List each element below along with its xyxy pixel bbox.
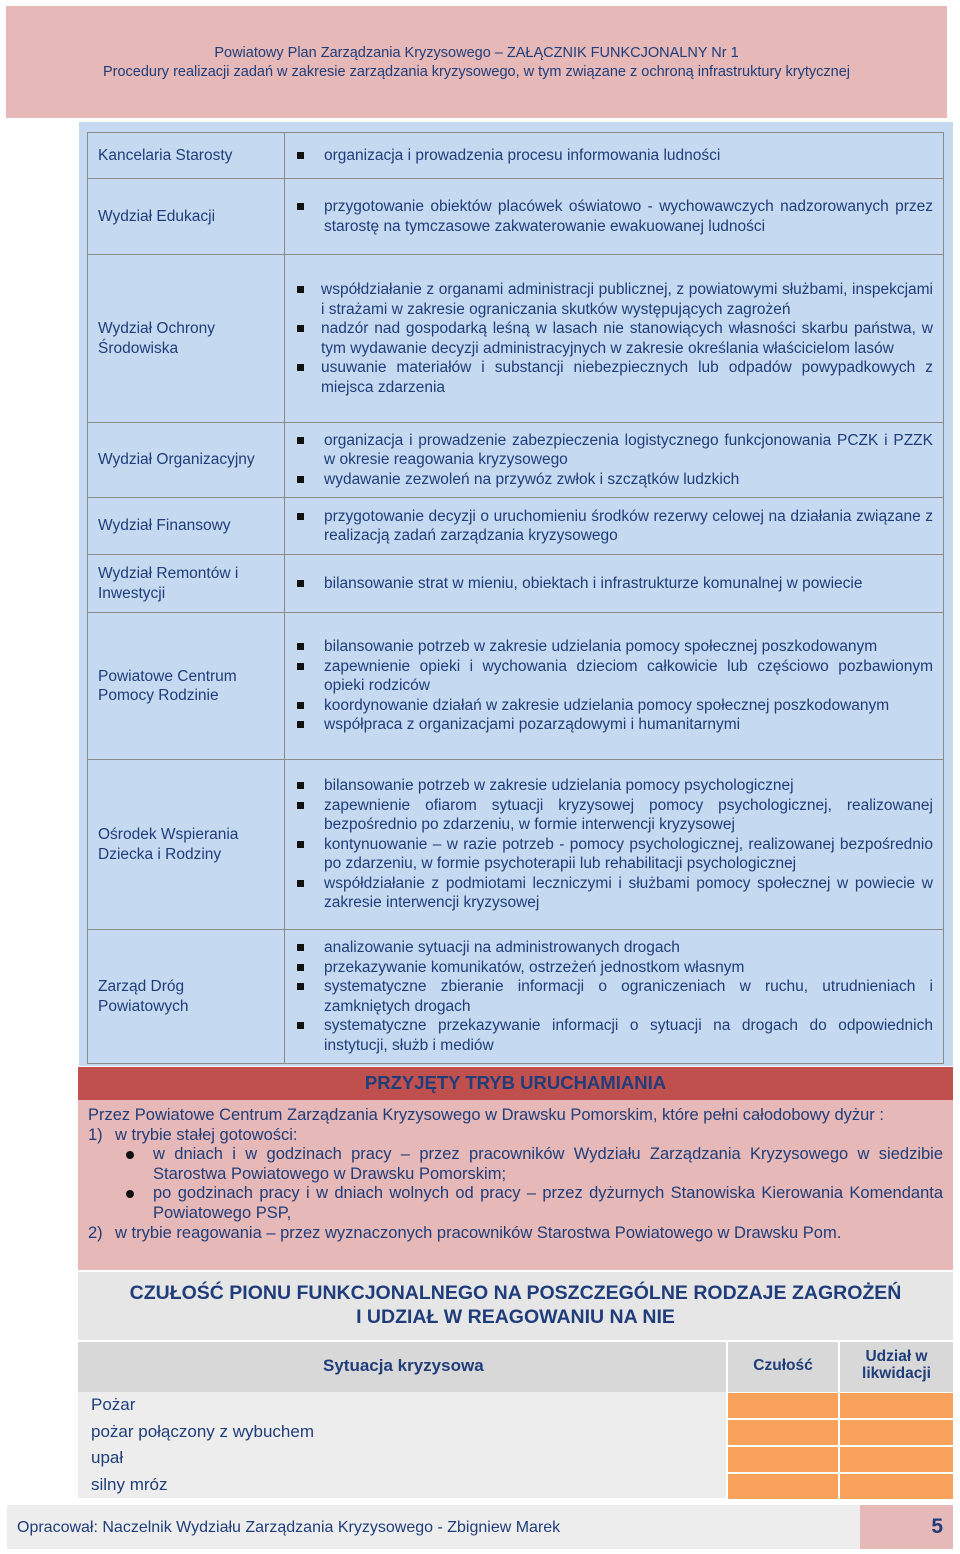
units-table xyxy=(87,132,944,1064)
column-header-situation-label: Sytuacja kryzysowa xyxy=(323,1356,484,1375)
sensitivity-title-line1: CZUŁOŚĆ PIONU FUNKCJONALNEGO NA POSZCZEGÓLNE RODZAJE ZAGROŻEŃ xyxy=(129,1282,902,1304)
column-header-participation-line2: likwidacji xyxy=(862,1365,931,1382)
participation-cell xyxy=(840,1393,953,1418)
table-row xyxy=(88,133,944,179)
unit-tasks xyxy=(285,133,944,179)
table-row xyxy=(88,613,944,760)
task-item: przygotowanie decyzji o uruchomieniu środków rezerwy celowej na działania związane z realizacją zadań zarządzania kryzysowego xyxy=(295,507,933,546)
task-item: organizacja i prowadzenia procesu informowania ludności xyxy=(295,146,933,166)
participation-cell xyxy=(840,1474,953,1499)
table-row xyxy=(88,179,944,255)
page-number: 5 xyxy=(860,1505,953,1549)
task-item: nadzór nad gospodarką leśną w lasach nie stanowiących własności skarbu państwa, w tym wydawanie decyzji administracyjnych w zakresie określania właścicielom lasów xyxy=(295,319,933,358)
item-text: w trybie reagowania – przez wyznaczonych pracowników Starostwa Powiatowego w Drawsku Pom. xyxy=(115,1223,842,1242)
task-item: przekazywanie komunikatów, ostrzeżeń jednostkom własnym xyxy=(295,958,933,978)
task-item: wydawanie zezwoleń na przywóz zwłok i szczątków ludzkich xyxy=(295,470,933,490)
activation-mode-body xyxy=(78,1100,953,1270)
task-item: współdziałanie z podmiotami leczniczymi i służbami pomocy społecznej w powiecie w zakresie interwencji kryzysowej xyxy=(295,874,933,913)
situation-list xyxy=(78,1392,726,1498)
unit-name: Kancelaria Starosty xyxy=(88,133,285,179)
unit-name: Powiatowe Centrum Pomocy Rodzinie xyxy=(88,613,285,760)
task-item: kontynuowanie – w razie potrzeb - pomocy psychologicznej, realizowanej bezpośrednio po zdarzeniu, w formie psychoterapii lub rehabilitacji psychologicznej xyxy=(295,835,933,874)
header-subtitle: Procedury realizacji zadań w zakresie zarządzania kryzysowego, w tym związane z ochroną infrastruktury krytycznej xyxy=(102,64,851,80)
table-row xyxy=(88,423,944,498)
unit-name: Wydział Edukacji xyxy=(88,179,285,255)
sensitivity-cell xyxy=(728,1420,838,1445)
sensitivity-title-line2: I UDZIAŁ W REAGOWANIU NA NIE xyxy=(356,1305,675,1328)
unit-tasks xyxy=(285,613,944,760)
sensitivity-cell xyxy=(728,1393,838,1418)
item-text: w trybie stałej gotowości: xyxy=(115,1125,298,1144)
situation-row: upał xyxy=(91,1448,124,1467)
task-item: przygotowanie obiektów placówek oświatowo - wychowawczych nadzorowanych przez starostę na tymczasowe zakwaterowanie ewakuowanej ludności xyxy=(295,197,933,236)
task-item: współpraca z organizacjami pozarządowymi i humanitarnymi xyxy=(295,715,933,735)
unit-name: Wydział Organizacyjny xyxy=(88,423,285,498)
header-title: Powiatowy Plan Zarządzania Kryzysowego – ZAŁĄCZNIK FUNKCJONALNY Nr 1 xyxy=(214,45,739,61)
task-item: bilansowanie potrzeb w zakresie udzielania pomocy społecznej poszkodowanym xyxy=(295,637,933,657)
item-number: 2) xyxy=(88,1223,103,1242)
unit-tasks xyxy=(285,255,944,423)
table-row xyxy=(88,930,944,1064)
task-item: zapewnienie ofiarom sytuacji kryzysowej pomocy psychologicznej, realizowanej bezpośrednio po zdarzeniu, w formie interwencji kryzysowej xyxy=(295,796,933,835)
table-row xyxy=(88,760,944,930)
unit-name: Wydział Finansowy xyxy=(88,498,285,555)
sensitivity-cell xyxy=(728,1474,838,1499)
unit-tasks xyxy=(285,760,944,930)
activation-intro: Przez Powiatowe Centrum Zarządzania Kryzysowego w Drawsku Pomorskim, które pełni całodobowy dyżur : xyxy=(88,1106,884,1124)
task-item: bilansowanie potrzeb w zakresie udzielania pomocy psychologicznej xyxy=(295,776,933,796)
unit-tasks xyxy=(285,179,944,255)
item-number: 1) xyxy=(88,1125,103,1144)
task-item: współdziałanie z organami administracji publicznej, z powiatowymi służbami, inspekcjami i strażami w zakresie ograniczania skutków występujących zagrożeń xyxy=(295,280,933,319)
unit-name: Ośrodek Wspierania Dziecka i Rodziny xyxy=(88,760,285,930)
table-row xyxy=(88,555,944,613)
column-header-sensitivity: Czułość xyxy=(728,1342,838,1392)
activation-item-2 xyxy=(88,1224,943,1244)
activation-item-1 xyxy=(88,1126,943,1146)
situation-row: silny mróz xyxy=(91,1474,168,1494)
participation-cell xyxy=(840,1447,953,1472)
task-item: bilansowanie strat w mieniu, obiektach i infrastrukturze komunalnej w powiecie xyxy=(295,574,933,594)
page-header xyxy=(6,6,947,118)
column-header-participation xyxy=(840,1342,953,1392)
unit-tasks xyxy=(285,423,944,498)
participation-cell xyxy=(840,1420,953,1445)
table-row xyxy=(88,255,944,423)
task-item: zapewnienie opieki i wychowania dzieciom całkowicie lub częściowo pozbawionym opieki rodziców xyxy=(295,657,933,696)
task-item: organizacja i prowadzenie zabezpieczenia logistycznego funkcjonowania PCZK i PZZK w okresie reagowania kryzysowego xyxy=(295,431,933,470)
page-footer xyxy=(7,1505,953,1549)
unit-tasks xyxy=(285,930,944,1064)
activation-mode-heading xyxy=(78,1067,953,1100)
column-header-situation xyxy=(78,1342,726,1392)
situation-row: pożar połączony z wybuchem xyxy=(91,1421,315,1441)
task-item: systematyczne zbieranie informacji o ograniczeniach w ruchu, utrudnieniach i zamkniętych drogach xyxy=(295,977,933,1016)
bullet-item: w dniach i w godzinach pracy – przez pracowników Wydziału Zarządzania Kryzysowego w siedzibie Starostwa Powiatowego w Drawsku Pomorskim; xyxy=(88,1145,943,1184)
activation-mode-title: PRZYJĘTY TRYB URUCHAMIANIA xyxy=(364,1072,667,1093)
column-header-participation-line1: Udział w xyxy=(865,1348,928,1365)
unit-name: Wydział Remontów i Inwestycji xyxy=(88,555,285,613)
situation-row: Pożar xyxy=(91,1395,136,1414)
unit-name: Zarząd Dróg Powiatowych xyxy=(88,930,285,1064)
task-item: analizowanie sytuacji na administrowanych drogach xyxy=(295,938,933,958)
unit-tasks xyxy=(285,498,944,555)
unit-tasks xyxy=(285,555,944,613)
sensitivity-heading xyxy=(78,1272,953,1340)
footer-author: Opracował: Naczelnik Wydziału Zarządzania Kryzysowego - Zbigniew Marek xyxy=(17,1519,561,1536)
table-row xyxy=(88,498,944,555)
task-item: systematyczne przekazywanie informacji o sytuacji na drogach do odpowiednich instytucji, służb i mediów xyxy=(295,1016,933,1055)
unit-name: Wydział Ochrony Środowiska xyxy=(88,255,285,423)
activation-bullets xyxy=(88,1145,943,1223)
task-item: usuwanie materiałów i substancji niebezpiecznych lub odpadów powypadkowych z miejsca zdarzenia xyxy=(295,358,933,397)
bullet-item: po godzinach pracy i w dniach wolnych od pracy – przez dyżurnych Stanowiska Kierowania Komendanta Powiatowego PSP, xyxy=(88,1184,943,1223)
task-item: koordynowanie działań w zakresie udzielania pomocy społecznej poszkodowanym xyxy=(295,696,933,716)
sensitivity-cell xyxy=(728,1447,838,1472)
